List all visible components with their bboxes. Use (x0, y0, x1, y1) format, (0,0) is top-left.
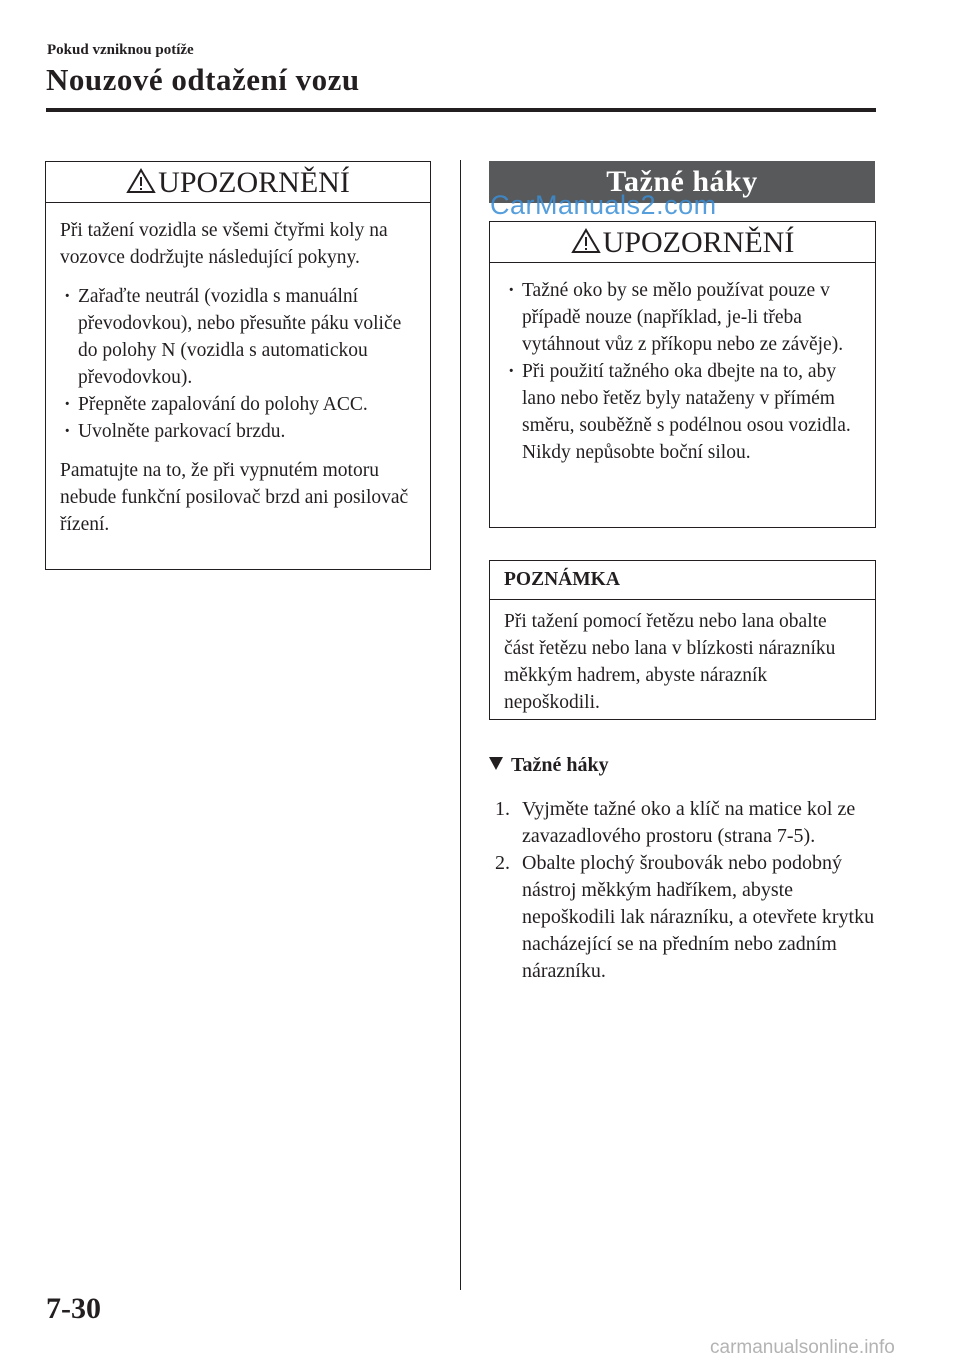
caution-bullet: · Zařaďte neutrál (vozidla s manuální převodovkou), nebo přesuňte páku voliče do polohy N (vozidla s automatickou převodovkou). (60, 283, 416, 391)
step-text: Obalte plochý šroubovák nebo podobný nástroj měkkým hadříkem, abyste nepoškodili lak nárazníku, a otevřete krytku nacházející se na předním nebo zadním nárazníku. (522, 852, 875, 982)
subheading-text: Tažné háky (511, 754, 609, 776)
warning-triangle-icon (571, 228, 601, 254)
list-item (474, 850, 884, 985)
column-divider (460, 160, 461, 1290)
note-title: POZNÁMKA (490, 561, 875, 600)
watermark-logo: CarManuals2.com (490, 190, 717, 220)
caution-header (490, 222, 875, 263)
section-banner: Tažné háky (489, 161, 875, 203)
page-title: Nouzové odtažení vozu (46, 62, 360, 97)
caution-outro: Pamatujte na to, že při vypnutém motoru nebude funkční posilovač brzd ani posilovač řízení. (60, 460, 409, 535)
left-caution-box (45, 161, 431, 570)
caution-header (46, 162, 430, 203)
caution-title: UPOZORNĚNÍ (158, 166, 350, 199)
caution-title: UPOZORNĚNÍ (602, 226, 795, 259)
page-number: 7-30 (46, 1292, 101, 1325)
caution-bullet: · Při použití tažného oka dbejte na to, aby lano nebo řetěz byly nataženy v přímém směru, souběžně s podélnou osou vozidla. Nikdy nepůsobte boční silou. (504, 358, 861, 466)
list-item (474, 796, 884, 850)
step-number: 1. (495, 798, 510, 820)
caution-bullet: · Uvolněte parkovací brzdu. (60, 418, 416, 445)
step-number: 2. (495, 852, 510, 874)
caution-intro: Při tažení vozidla se všemi čtyřmi koly na vozovce dodržujte následující pokyny. (60, 220, 388, 268)
note-text: Při tažení pomocí řetězu nebo lana obalte část řetězu nebo lana v blízkosti nárazníku měkkým hadrem, abyste nárazník nepoškodili. (504, 611, 836, 713)
footer-watermark: carmanualsonline.info (710, 1337, 895, 1358)
note-box (489, 560, 876, 720)
caution-bullet: · Tažné oko by se mělo používat pouze v případě nouze (například, je-li třeba vytáhnout vůz z příkopu nebo ze závěje). (504, 277, 861, 358)
title-rule (46, 108, 876, 112)
section-label: Pokud vzniknou potíže (47, 42, 194, 58)
steps-list (474, 796, 884, 985)
caution-bullet: · Přepněte zapalování do polohy ACC. (60, 391, 416, 418)
right-caution-box (489, 221, 876, 528)
subheading (489, 754, 609, 777)
triangle-down-icon (489, 757, 503, 770)
warning-triangle-icon (126, 168, 156, 194)
step-text: Vyjměte tažné oko a klíč na matice kol ze zavazadlového prostoru (strana 7-5). (522, 798, 856, 847)
